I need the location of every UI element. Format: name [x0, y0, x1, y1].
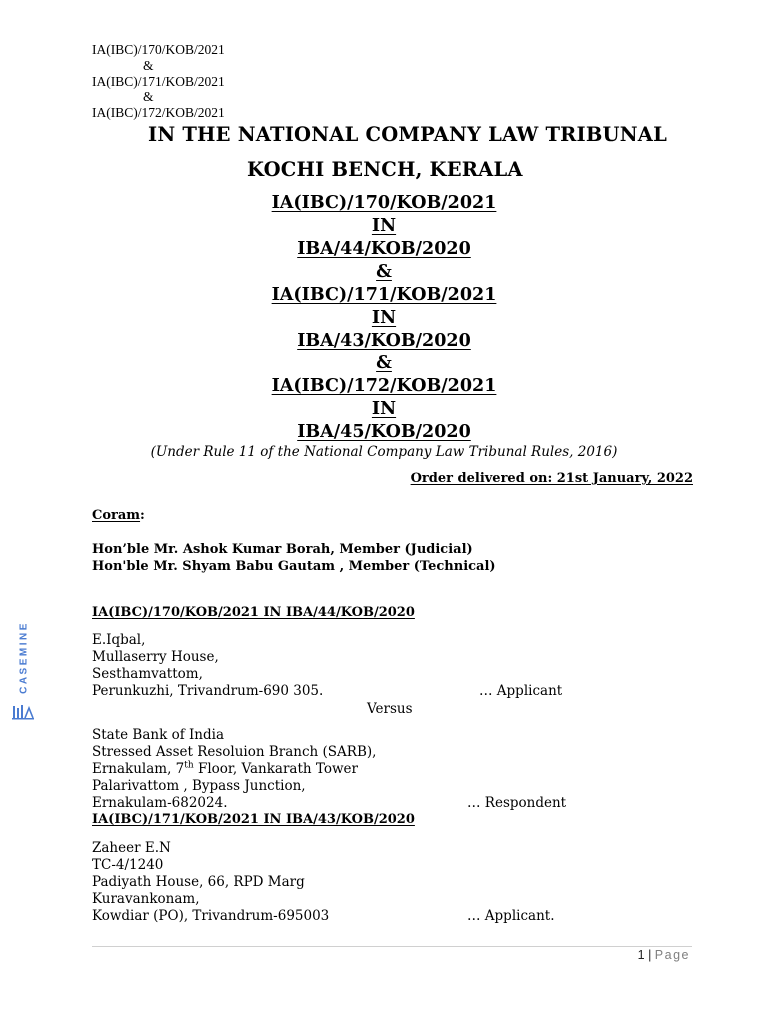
coram-label-text: Coram	[92, 508, 141, 523]
section2-applicant-line-3: Padiyath House, 66, RPD Marg	[92, 874, 305, 890]
casemine-watermark-text: CASEMINE	[18, 621, 30, 694]
respondent-address-sup: th	[184, 760, 194, 771]
section2-applicant-line-1: Zaheer E.N	[92, 840, 171, 856]
casemine-watermark	[10, 612, 36, 722]
page-separator: |	[648, 948, 652, 962]
section1-respondent-line-2: Stressed Asset Resoluion Branch (SARB),	[92, 744, 377, 760]
case-line-3: IBA/44/KOB/2020	[297, 239, 471, 259]
order-delivered-date: Order delivered on: 21st January, 2022	[410, 471, 693, 486]
respondent-address-part1: Ernakulam, 7	[92, 761, 185, 777]
rule-note: (Under Rule 11 of the National Company Law Tribunal Rules, 2016)	[150, 444, 618, 460]
section1-respondent-tag: … Respondent	[467, 795, 567, 811]
case-line-9: IA(IBC)/172/KOB/2021	[271, 376, 497, 396]
coram-label	[92, 508, 145, 523]
casemine-logo-icon	[12, 704, 34, 720]
versus-label: Versus	[367, 701, 413, 717]
bench-title: KOCHI BENCH, KERALA	[247, 158, 523, 181]
coram-colon: :	[140, 508, 145, 523]
header-ref-1: IA(IBC)/170/KOB/2021	[92, 42, 225, 57]
section2-heading: IA(IBC)/171/KOB/2021 IN IBA/43/KOB/2020	[92, 812, 415, 827]
coram-member-judicial: Hon’ble Mr. Ashok Kumar Borah, Member (Judicial)	[92, 542, 473, 557]
section2-applicant-line-4: Kuravankonam,	[92, 891, 200, 907]
case-line-11: IBA/45/KOB/2020	[297, 422, 471, 442]
section1-respondent-line-3	[92, 761, 358, 777]
section1-applicant-line-1: E.Iqbal,	[92, 632, 146, 648]
case-line-6: IN	[371, 308, 397, 328]
case-line-7: IBA/43/KOB/2020	[297, 331, 471, 351]
case-line-8: &	[376, 353, 392, 373]
footer-divider	[92, 946, 692, 947]
header-amp-2: &	[143, 89, 154, 104]
case-line-2: IN	[371, 216, 397, 236]
section2-applicant-line-2: TC-4/1240	[92, 857, 164, 873]
respondent-address-part2: Floor, Vankarath Tower	[193, 761, 358, 777]
section1-respondent-line-4: Palarivattom , Bypass Junction,	[92, 778, 306, 794]
page-label: Page	[654, 948, 690, 962]
header-ref-3: IA(IBC)/172/KOB/2021	[92, 105, 225, 120]
case-line-1: IA(IBC)/170/KOB/2021	[271, 193, 497, 213]
section1-respondent-line-1: State Bank of India	[92, 727, 225, 743]
case-line-4: &	[376, 262, 392, 282]
section1-applicant-line-2: Mullaserry House,	[92, 649, 219, 665]
case-line-5: IA(IBC)/171/KOB/2021	[271, 285, 497, 305]
page-number: 1	[637, 948, 645, 962]
header-ref-2: IA(IBC)/171/KOB/2021	[92, 74, 225, 89]
page-footer	[638, 948, 690, 962]
section1-heading: IA(IBC)/170/KOB/2021 IN IBA/44/KOB/2020	[92, 605, 415, 620]
section1-applicant-tag: … Applicant	[479, 683, 563, 699]
section1-applicant-line-3: Sesthamvattom,	[92, 666, 203, 682]
section2-applicant-line-5: Kowdiar (PO), Trivandrum-695003	[92, 908, 330, 924]
section1-applicant-line-4: Perunkuzhi, Trivandrum-690 305.	[92, 683, 324, 699]
tribunal-title: IN THE NATIONAL COMPANY LAW TRIBUNAL	[148, 123, 668, 146]
header-amp-1: &	[143, 58, 154, 73]
case-line-10: IN	[371, 399, 397, 419]
coram-member-technical: Hon'ble Mr. Shyam Babu Gautam , Member (Technical)	[92, 559, 496, 574]
section2-applicant-tag: … Applicant.	[467, 908, 555, 924]
section1-respondent-line-5: Ernakulam-682024.	[92, 795, 228, 811]
